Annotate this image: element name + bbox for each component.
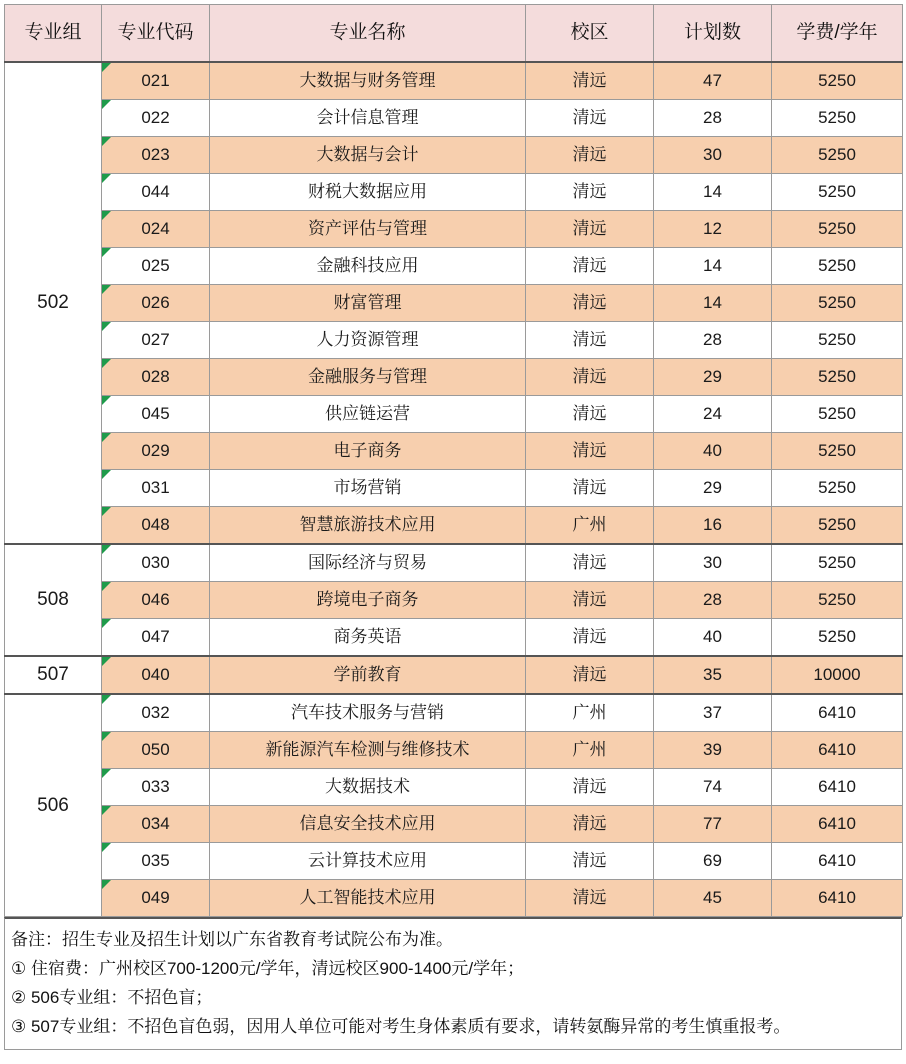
major-code-cell: 034 bbox=[102, 806, 210, 843]
cell-comment-marker-icon bbox=[102, 732, 111, 741]
major-name-cell: 汽车技术服务与营销 bbox=[210, 694, 526, 732]
plan-count-cell: 74 bbox=[654, 769, 772, 806]
campus-cell: 清远 bbox=[526, 656, 654, 694]
table-row bbox=[5, 507, 903, 545]
plan-count-cell: 40 bbox=[654, 433, 772, 470]
tuition-cell: 5250 bbox=[772, 433, 903, 470]
tuition-cell: 10000 bbox=[772, 656, 903, 694]
tuition-cell: 5250 bbox=[772, 359, 903, 396]
major-code-cell: 024 bbox=[102, 211, 210, 248]
tuition-cell: 5250 bbox=[772, 322, 903, 359]
plan-count-cell: 30 bbox=[654, 137, 772, 174]
major-code-cell: 022 bbox=[102, 100, 210, 137]
campus-cell: 清远 bbox=[526, 843, 654, 880]
plan-count-cell: 12 bbox=[654, 211, 772, 248]
major-name-cell: 金融科技应用 bbox=[210, 248, 526, 285]
table-row bbox=[5, 174, 903, 211]
major-code-cell: 047 bbox=[102, 619, 210, 657]
major-group-cell: 508 bbox=[5, 544, 102, 656]
tuition-cell: 5250 bbox=[772, 285, 903, 322]
campus-cell: 清远 bbox=[526, 544, 654, 582]
cell-comment-marker-icon bbox=[102, 843, 111, 852]
table-row bbox=[5, 544, 903, 582]
major-code-cell: 023 bbox=[102, 137, 210, 174]
plan-count-cell: 30 bbox=[654, 544, 772, 582]
table-body bbox=[5, 62, 903, 917]
campus-cell: 清远 bbox=[526, 100, 654, 137]
campus-cell: 清远 bbox=[526, 137, 654, 174]
cell-comment-marker-icon bbox=[102, 211, 111, 220]
campus-cell: 清远 bbox=[526, 62, 654, 100]
column-header-major-code: 专业代码 bbox=[102, 5, 210, 63]
major-group-cell: 506 bbox=[5, 694, 102, 917]
table-row bbox=[5, 62, 903, 100]
table-row bbox=[5, 433, 903, 470]
major-name-cell: 大数据与财务管理 bbox=[210, 62, 526, 100]
campus-cell: 清远 bbox=[526, 211, 654, 248]
tuition-cell: 5250 bbox=[772, 544, 903, 582]
major-name-cell: 商务英语 bbox=[210, 619, 526, 657]
major-name-cell: 财富管理 bbox=[210, 285, 526, 322]
table-row bbox=[5, 248, 903, 285]
major-name-cell: 云计算技术应用 bbox=[210, 843, 526, 880]
major-code-cell: 032 bbox=[102, 694, 210, 732]
table-row bbox=[5, 211, 903, 248]
campus-cell: 清远 bbox=[526, 806, 654, 843]
major-code-cell: 045 bbox=[102, 396, 210, 433]
tuition-cell: 6410 bbox=[772, 806, 903, 843]
plan-count-cell: 14 bbox=[654, 174, 772, 211]
campus-cell: 清远 bbox=[526, 769, 654, 806]
cell-comment-marker-icon bbox=[102, 137, 111, 146]
major-name-cell: 市场营销 bbox=[210, 470, 526, 507]
major-name-cell: 跨境电子商务 bbox=[210, 582, 526, 619]
plan-count-cell: 37 bbox=[654, 694, 772, 732]
column-header-campus: 校区 bbox=[526, 5, 654, 63]
major-code-cell: 049 bbox=[102, 880, 210, 917]
tuition-cell: 5250 bbox=[772, 396, 903, 433]
plan-count-cell: 14 bbox=[654, 285, 772, 322]
table-row bbox=[5, 285, 903, 322]
tuition-cell: 5250 bbox=[772, 619, 903, 657]
campus-cell: 清远 bbox=[526, 880, 654, 917]
tuition-cell: 5250 bbox=[772, 62, 903, 100]
major-name-cell: 人力资源管理 bbox=[210, 322, 526, 359]
column-header-tuition: 学费/学年 bbox=[772, 5, 903, 63]
major-group-cell: 507 bbox=[5, 656, 102, 694]
plan-count-cell: 45 bbox=[654, 880, 772, 917]
cell-comment-marker-icon bbox=[102, 695, 111, 704]
note-line: ① 住宿费：广州校区700-1200元/学年，清远校区900-1400元/学年； bbox=[11, 959, 525, 978]
cell-comment-marker-icon bbox=[102, 63, 111, 72]
major-code-cell: 021 bbox=[102, 62, 210, 100]
table-row bbox=[5, 582, 903, 619]
cell-comment-marker-icon bbox=[102, 880, 111, 889]
major-name-cell: 大数据技术 bbox=[210, 769, 526, 806]
major-code-cell: 030 bbox=[102, 544, 210, 582]
cell-comment-marker-icon bbox=[102, 545, 111, 554]
cell-comment-marker-icon bbox=[102, 248, 111, 257]
major-name-cell: 电子商务 bbox=[210, 433, 526, 470]
tuition-cell: 5250 bbox=[772, 582, 903, 619]
campus-cell: 清远 bbox=[526, 470, 654, 507]
cell-comment-marker-icon bbox=[102, 806, 111, 815]
plan-count-cell: 40 bbox=[654, 619, 772, 657]
major-name-cell: 会计信息管理 bbox=[210, 100, 526, 137]
cell-comment-marker-icon bbox=[102, 396, 111, 405]
plan-count-cell: 35 bbox=[654, 656, 772, 694]
table-row bbox=[5, 769, 903, 806]
notes-block bbox=[4, 917, 902, 1050]
campus-cell: 广州 bbox=[526, 507, 654, 545]
plan-count-cell: 29 bbox=[654, 359, 772, 396]
cell-comment-marker-icon bbox=[102, 507, 111, 516]
table-row bbox=[5, 396, 903, 433]
major-name-cell: 资产评估与管理 bbox=[210, 211, 526, 248]
major-name-cell: 供应链运营 bbox=[210, 396, 526, 433]
plan-count-cell: 69 bbox=[654, 843, 772, 880]
campus-cell: 清远 bbox=[526, 248, 654, 285]
note-line: ② 506专业组：不招色盲； bbox=[11, 988, 213, 1007]
cell-comment-marker-icon bbox=[102, 285, 111, 294]
major-code-cell: 031 bbox=[102, 470, 210, 507]
note-line: ③ 507专业组：不招色盲色弱，因用人单位可能对考生身体素质有要求，请转氨酶异常的考生慎重报考。 bbox=[11, 1017, 791, 1036]
tuition-cell: 5250 bbox=[772, 248, 903, 285]
major-code-cell: 029 bbox=[102, 433, 210, 470]
campus-cell: 清远 bbox=[526, 285, 654, 322]
table-header bbox=[5, 5, 903, 63]
major-code-cell: 027 bbox=[102, 322, 210, 359]
table-header-row bbox=[5, 5, 903, 63]
plan-count-cell: 29 bbox=[654, 470, 772, 507]
major-code-cell: 035 bbox=[102, 843, 210, 880]
enrollment-plan-table bbox=[4, 4, 903, 917]
campus-cell: 清远 bbox=[526, 582, 654, 619]
major-code-cell: 046 bbox=[102, 582, 210, 619]
campus-cell: 清远 bbox=[526, 396, 654, 433]
campus-cell: 清远 bbox=[526, 174, 654, 211]
table-row bbox=[5, 100, 903, 137]
table-row bbox=[5, 806, 903, 843]
column-header-major-name: 专业名称 bbox=[210, 5, 526, 63]
major-name-cell: 财税大数据应用 bbox=[210, 174, 526, 211]
table-row bbox=[5, 732, 903, 769]
table-row bbox=[5, 656, 903, 694]
tuition-cell: 5250 bbox=[772, 507, 903, 545]
campus-cell: 清远 bbox=[526, 322, 654, 359]
tuition-cell: 5250 bbox=[772, 211, 903, 248]
tuition-cell: 5250 bbox=[772, 470, 903, 507]
major-code-cell: 040 bbox=[102, 656, 210, 694]
tuition-cell: 6410 bbox=[772, 769, 903, 806]
plan-count-cell: 28 bbox=[654, 100, 772, 137]
tuition-cell: 6410 bbox=[772, 694, 903, 732]
major-code-cell: 044 bbox=[102, 174, 210, 211]
cell-comment-marker-icon bbox=[102, 619, 111, 628]
major-name-cell: 大数据与会计 bbox=[210, 137, 526, 174]
major-code-cell: 026 bbox=[102, 285, 210, 322]
tuition-cell: 6410 bbox=[772, 732, 903, 769]
plan-count-cell: 14 bbox=[654, 248, 772, 285]
major-code-cell: 033 bbox=[102, 769, 210, 806]
plan-count-cell: 39 bbox=[654, 732, 772, 769]
tuition-cell: 5250 bbox=[772, 174, 903, 211]
cell-comment-marker-icon bbox=[102, 359, 111, 368]
cell-comment-marker-icon bbox=[102, 322, 111, 331]
cell-comment-marker-icon bbox=[102, 100, 111, 109]
major-name-cell: 新能源汽车检测与维修技术 bbox=[210, 732, 526, 769]
major-code-cell: 028 bbox=[102, 359, 210, 396]
table-row bbox=[5, 880, 903, 917]
plan-count-cell: 28 bbox=[654, 582, 772, 619]
plan-count-cell: 47 bbox=[654, 62, 772, 100]
cell-comment-marker-icon bbox=[102, 174, 111, 183]
major-code-cell: 048 bbox=[102, 507, 210, 545]
major-code-cell: 050 bbox=[102, 732, 210, 769]
campus-cell: 广州 bbox=[526, 694, 654, 732]
table-row bbox=[5, 137, 903, 174]
major-name-cell: 智慧旅游技术应用 bbox=[210, 507, 526, 545]
plan-count-cell: 16 bbox=[654, 507, 772, 545]
major-group-cell: 502 bbox=[5, 62, 102, 544]
major-name-cell: 国际经济与贸易 bbox=[210, 544, 526, 582]
table-row bbox=[5, 843, 903, 880]
campus-cell: 清远 bbox=[526, 619, 654, 657]
table-row bbox=[5, 359, 903, 396]
campus-cell: 清远 bbox=[526, 433, 654, 470]
cell-comment-marker-icon bbox=[102, 582, 111, 591]
cell-comment-marker-icon bbox=[102, 769, 111, 778]
note-line: 备注：招生专业及招生计划以广东省教育考试院公布为准。 bbox=[11, 930, 453, 949]
table-row bbox=[5, 470, 903, 507]
major-name-cell: 学前教育 bbox=[210, 656, 526, 694]
cell-comment-marker-icon bbox=[102, 433, 111, 442]
major-name-cell: 信息安全技术应用 bbox=[210, 806, 526, 843]
major-name-cell: 金融服务与管理 bbox=[210, 359, 526, 396]
tuition-cell: 6410 bbox=[772, 880, 903, 917]
table-row bbox=[5, 619, 903, 657]
campus-cell: 清远 bbox=[526, 359, 654, 396]
plan-count-cell: 28 bbox=[654, 322, 772, 359]
plan-count-cell: 24 bbox=[654, 396, 772, 433]
table-row bbox=[5, 322, 903, 359]
cell-comment-marker-icon bbox=[102, 657, 111, 666]
cell-comment-marker-icon bbox=[102, 470, 111, 479]
tuition-cell: 5250 bbox=[772, 137, 903, 174]
major-name-cell: 人工智能技术应用 bbox=[210, 880, 526, 917]
plan-count-cell: 77 bbox=[654, 806, 772, 843]
column-header-plan-count: 计划数 bbox=[654, 5, 772, 63]
table-row bbox=[5, 694, 903, 732]
major-code-cell: 025 bbox=[102, 248, 210, 285]
tuition-cell: 6410 bbox=[772, 843, 903, 880]
column-header-major-group: 专业组 bbox=[5, 5, 102, 63]
campus-cell: 广州 bbox=[526, 732, 654, 769]
tuition-cell: 5250 bbox=[772, 100, 903, 137]
